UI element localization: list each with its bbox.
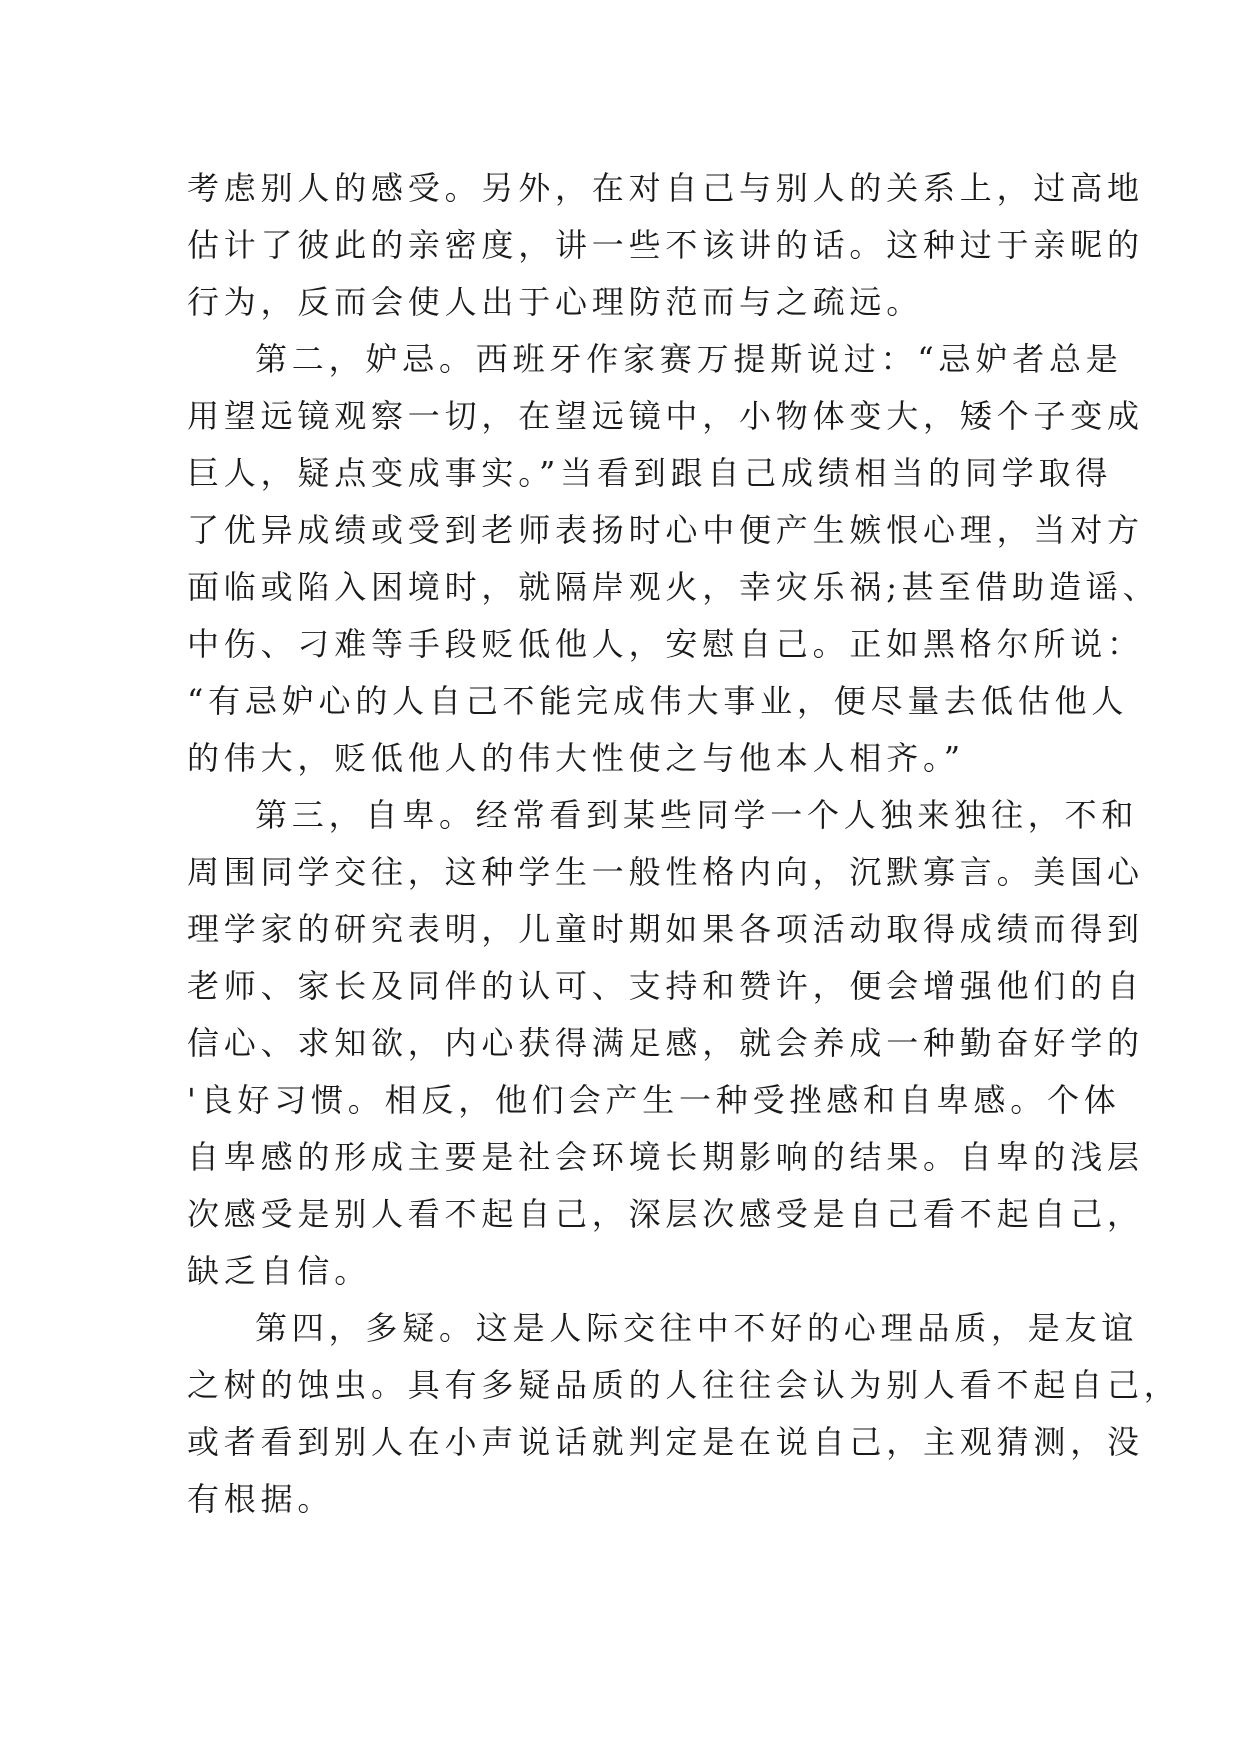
text-line-13: 周围同学交往，这种学生一般性格内向，沉默寡言。美国心 — [187, 853, 1144, 891]
paragraph-2-first-line: 第二，妒忌。西班牙作家赛万提斯说过：“忌妒者总是 — [255, 340, 1123, 378]
text-line-19: 次感受是别人看不起自己，深层次感受是自己看不起自己， — [187, 1195, 1144, 1233]
document-body — [187, 160, 1181, 1528]
text-line-14: 理学家的研究表明，儿童时期如果各项活动取得成绩而得到 — [187, 910, 1144, 948]
text-line-11: 的伟大，贬低他人的伟大性使之与他本人相齐。” — [187, 739, 965, 777]
text-line-8: 面临或陷入困境时，就隔岸观火，幸灾乐祸;甚至借助造谣、 — [187, 568, 1160, 606]
text-line-2: 估计了彼此的亲密度，讲一些不该讲的话。这种过于亲昵的 — [187, 226, 1144, 264]
text-line-17: '良好习惯。相反，他们会产生一种受挫感和自卑感。个体 — [187, 1081, 1121, 1119]
text-line-16: 信心、求知欲，内心获得满足感，就会养成一种勤奋好学的 — [187, 1024, 1144, 1062]
text-line-23: 或者看到别人在小声说话就判定是在说自己，主观猜测，没 — [187, 1423, 1144, 1461]
text-line-20: 缺乏自信。 — [187, 1252, 372, 1290]
text-line-7: 了优异成绩或受到老师表扬时心中便产生嫉恨心理，当对方 — [187, 511, 1144, 549]
text-line-22: 之树的蚀虫。具有多疑品质的人往往会认为别人看不起自己， — [187, 1366, 1181, 1404]
text-line-1: 考虑别人的感受。另外，在对自己与别人的关系上，过高地 — [187, 169, 1144, 207]
paragraph-4-first-line: 第四，多疑。这是人际交往中不好的心理品质，是友谊 — [255, 1309, 1139, 1347]
paragraph-3-first-line: 第三，自卑。经常看到某些同学一个人独来独往，不和 — [255, 796, 1139, 834]
text-line-6: 巨人，疑点变成事实。”当看到跟自己成绩相当的同学取得 — [187, 454, 1113, 492]
text-line-15: 老师、家长及同伴的认可、支持和赞许，便会增强他们的自 — [187, 967, 1144, 1005]
text-line-10: “有忌妒心的人自己不能完成伟大事业，便尽量去低估他人 — [187, 682, 1129, 720]
text-line-3: 行为，反而会使人出于心理防范而与之疏远。 — [187, 283, 924, 321]
text-line-9: 中伤、刁难等手段贬低他人，安慰自己。正如黑格尔所说： — [187, 625, 1144, 663]
text-line-24: 有根据。 — [187, 1480, 335, 1518]
text-line-5: 用望远镜观察一切，在望远镜中，小物体变大，矮个子变成 — [187, 397, 1144, 435]
text-line-18: 自卑感的形成主要是社会环境长期影响的结果。自卑的浅层 — [187, 1138, 1144, 1176]
